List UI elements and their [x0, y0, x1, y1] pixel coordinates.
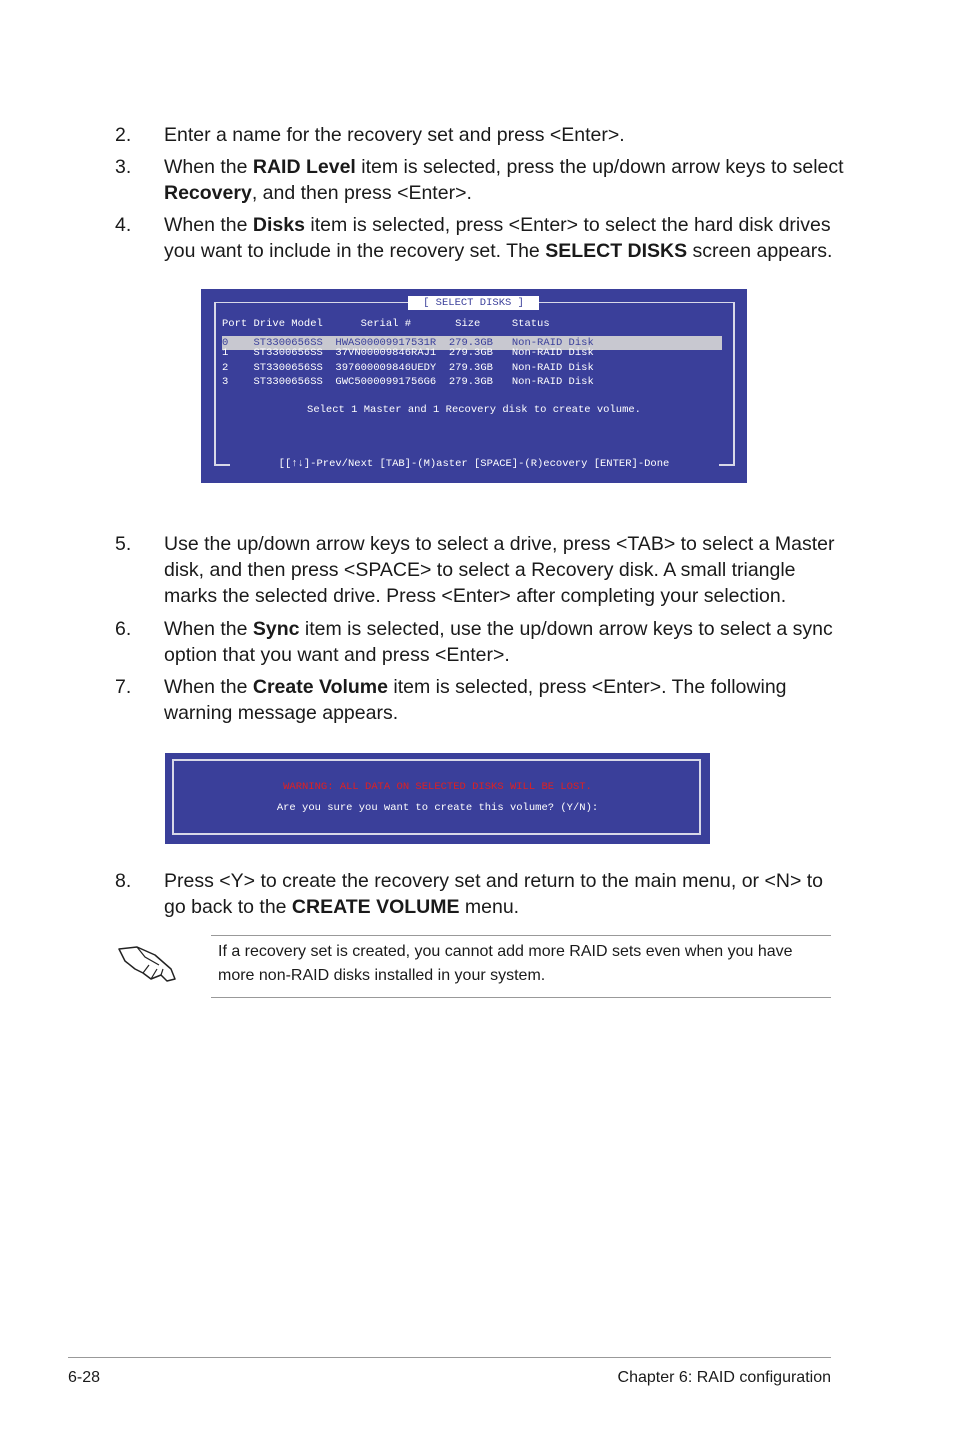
step-text: When the Disks item is selected, press <Enter> to select the hard disk drives you want to include in the recovery set. The SELECT DISKS screen appears.: [164, 214, 833, 262]
frame-left: [214, 302, 216, 466]
note-text: If a recovery set is created, you cannot add more RAID sets even when you have more non-RAID disks installed in your system.: [218, 943, 793, 984]
step-number: 8.: [115, 870, 132, 892]
step-5: [115, 531, 845, 609]
page-number: 6-28: [68, 1369, 101, 1386]
frame-top-left: [216, 302, 408, 303]
disk-row-3[interactable]: 3 ST3300656SS GWC50000991756G6 279.3GB Non-RAID Disk: [222, 376, 594, 388]
step-number: 4.: [115, 214, 132, 236]
step-7: [115, 674, 845, 726]
disk-row-2[interactable]: 2 ST3300656SS 397600009846UEDY 279.3GB Non-RAID Disk: [222, 362, 594, 374]
warning-frame: [172, 759, 701, 835]
step-8: [115, 868, 845, 920]
step-number: 3.: [115, 156, 132, 178]
select-disks-message: Select 1 Master and 1 Recovery disk to create volume.: [307, 404, 641, 416]
hand-note-icon: [115, 935, 179, 985]
disk-row-0[interactable]: 0 ST3300656SS HWAS00009917531R 279.3GB Non-RAID Disk: [222, 336, 722, 350]
select-disks-keys: [[↑↓]-Prev/Next [TAB]-(M)aster [SPACE]-(R)ecovery [ENTER]-Done: [278, 458, 670, 470]
disk-row-1[interactable]: 1 ST3300656SS 37VN00009846RAJ1 279.3GB Non-RAID Disk: [222, 347, 594, 359]
step-number: 2.: [115, 124, 132, 146]
confirm-prompt: Are you sure you want to create this volume? (Y/N):: [276, 802, 599, 814]
footer-rule: [68, 1357, 831, 1358]
step-4: [115, 212, 845, 264]
step-2: [115, 122, 845, 148]
step-text: When the RAID Level item is selected, press the up/down arrow keys to select Recovery, and then press <Enter>.: [164, 156, 844, 204]
warning-message: WARNING: ALL DATA ON SELECTED DISKS WILL BE LOST.: [283, 781, 592, 793]
step-number: 5.: [115, 533, 132, 555]
step-text: Use the up/down arrow keys to select a drive, press <TAB> to select a Master disk, and then press <SPACE> to select a Recovery disk. A small triangle marks the selected drive. Press <Enter> after completing your selection.: [164, 533, 835, 607]
chapter-title: Chapter 6: RAID configuration: [617, 1369, 831, 1386]
note-top-rule: [211, 935, 831, 936]
step-text: When the Create Volume item is selected, press <Enter>. The following warning message appears.: [164, 676, 787, 724]
step-number: 6.: [115, 618, 132, 640]
frame-top-right: [539, 302, 735, 303]
select-disks-title: [ SELECT DISKS ]: [408, 296, 539, 310]
frame-right: [733, 302, 735, 466]
note-bottom-rule: [211, 997, 831, 998]
disk-table-header: Port Drive Model Serial # Size Status: [222, 318, 550, 330]
step-text: Press <Y> to create the recovery set and return to the main menu, or <N> to go back to the CREATE VOLUME menu.: [164, 870, 824, 918]
step-text: Enter a name for the recovery set and press <Enter>.: [164, 124, 625, 146]
step-3: [115, 154, 845, 206]
step-6: [115, 616, 845, 668]
step-number: 7.: [115, 676, 132, 698]
step-text: When the Sync item is selected, use the up/down arrow keys to select a sync option that you want and press <Enter>.: [164, 618, 833, 666]
